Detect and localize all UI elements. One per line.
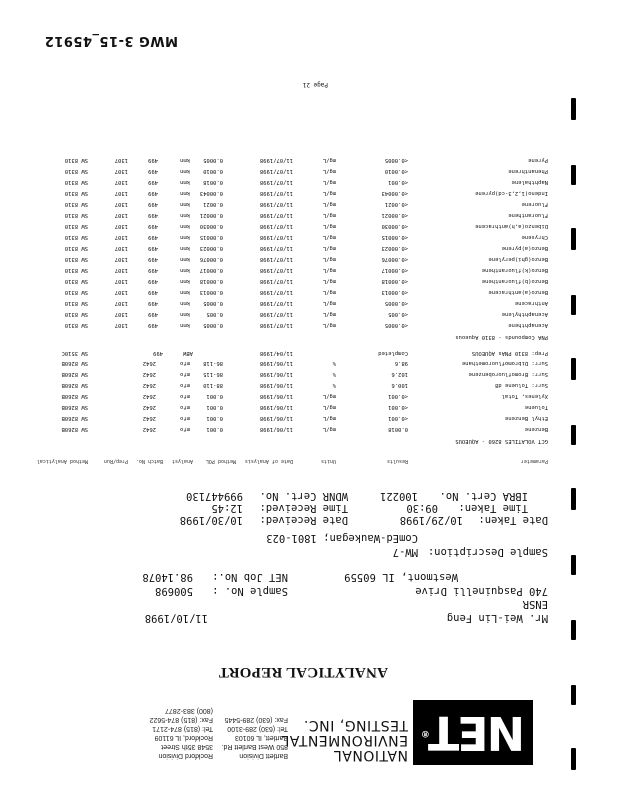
table-cell: 1307 — [114, 223, 128, 229]
address-line: Tel: (815) 874-2171 — [152, 725, 213, 732]
table-cell: 499 — [148, 289, 158, 295]
table-cell: 499 — [148, 311, 158, 317]
sample-description: MW-7 — [392, 546, 418, 558]
column-header: Parameter — [520, 458, 548, 464]
table-cell: 499 — [148, 322, 158, 328]
table-cell: 499 — [148, 168, 158, 174]
table-cell: mg/L — [322, 179, 336, 185]
table-cell: kmn — [180, 168, 190, 174]
table-cell: mfo — [180, 382, 190, 388]
table-cell: <0.00043 — [381, 190, 408, 196]
date-taken-label: Date Taken: — [478, 514, 548, 526]
table-cell: <0.005 — [388, 311, 408, 317]
address-line: Bartlett Division — [239, 752, 288, 759]
table-cell: % — [332, 371, 336, 377]
prep-label: Prep: 8310 PNAs AQUEOUS — [471, 350, 548, 356]
table-row — [28, 355, 568, 366]
table-cell: kmn — [180, 190, 190, 196]
table-cell: 2642 — [142, 415, 156, 421]
table-cell: mg/L — [322, 267, 336, 273]
punch-mark — [571, 165, 576, 185]
table-cell: mg/L — [322, 201, 336, 207]
table-cell: SW 8310 — [64, 289, 88, 295]
client-street: 740 Pasquinelli Drive — [415, 585, 548, 597]
table-cell: mfo — [180, 404, 190, 410]
table-cell: kmn — [180, 179, 190, 185]
table-cell: 499 — [148, 234, 158, 240]
table-cell: SW 8310 — [64, 234, 88, 240]
table-cell: kmn — [180, 157, 190, 163]
job-no: 98.14078 — [142, 571, 193, 583]
company-name — [281, 717, 408, 762]
table-cell: <0.00021 — [381, 212, 408, 218]
wdnr-cert-label: WDNR Cert. No. — [259, 490, 348, 502]
table-cell: mg/L — [322, 426, 336, 432]
table-cell: 1307 — [114, 256, 128, 262]
table-cell: 0.00076 — [199, 256, 223, 262]
table-cell: 0.00030 — [199, 223, 223, 229]
table-row — [28, 163, 568, 174]
table-cell: 100.6 — [391, 382, 408, 388]
table-cell: 11/07/1998 — [259, 168, 293, 174]
table-cell: <0.0010 — [384, 168, 408, 174]
table-cell: 11/07/1998 — [259, 311, 293, 317]
table-cell: <0.001 — [388, 404, 408, 410]
prep-date: 11/04/1998 — [259, 350, 293, 356]
table-cell: 499 — [148, 267, 158, 273]
table-cell: 86-118 — [203, 360, 223, 366]
address-line: Tel: (630) 289-3100 — [227, 725, 288, 732]
section-heading-pna: PNA Compounds - 8310 Aqueous — [455, 334, 548, 340]
table-cell: % — [332, 382, 336, 388]
table-cell: kmn — [180, 289, 190, 295]
table-cell: 499 — [148, 157, 158, 163]
table-row — [28, 251, 568, 262]
table-row — [28, 185, 568, 196]
section-heading-volatiles: GCT VOLATILES 8260 - AQUEOUS — [455, 438, 548, 444]
prep-row — [28, 345, 568, 356]
table-cell: Surr: Toluene d8 — [495, 382, 548, 388]
table-cell: Benzo(a)pyrene — [501, 245, 548, 251]
office-address-bartlett — [222, 715, 288, 760]
table-cell: 0.001 — [206, 426, 223, 432]
time-taken-label: Time Taken: — [458, 502, 528, 514]
table-cell: SW 8260B — [61, 426, 88, 432]
table-cell: 499 — [148, 223, 158, 229]
address-line: Rockford, IL 61109 — [154, 734, 213, 741]
table-cell: SW 8310 — [64, 157, 88, 163]
punch-mark — [571, 555, 576, 575]
table-cell: Toluene — [524, 404, 548, 410]
table-cell: <0.00030 — [381, 223, 408, 229]
table-cell: Chrysene — [521, 234, 548, 240]
punch-mark — [571, 748, 576, 770]
table-cell: Acenaphthene — [508, 322, 548, 328]
table-row — [28, 207, 568, 218]
table-row — [28, 421, 568, 432]
punch-mark — [571, 425, 576, 445]
ibra-cert-label: IBRA Cert. No. — [439, 490, 528, 502]
table-cell: Ethyl Benzene — [504, 415, 548, 421]
table-cell: 1307 — [114, 212, 128, 218]
table-cell: 11/07/1998 — [259, 322, 293, 328]
table-row — [28, 218, 568, 229]
column-header: Units — [320, 458, 336, 464]
punch-mark — [571, 295, 576, 315]
table-cell: Xylenes, Total — [501, 393, 548, 399]
table-cell: Benzo(b)fluoranthene — [481, 278, 548, 284]
company-name-line: ENVIRONMENTAL — [281, 732, 408, 748]
office-address-rockford — [150, 706, 213, 760]
table-cell: <0.00076 — [381, 256, 408, 262]
table-cell: 0.0005 — [203, 300, 223, 306]
logo-registered-mark: ® — [420, 728, 430, 738]
table-cell: 2642 — [142, 426, 156, 432]
column-header: Method Analytical — [36, 458, 88, 464]
table-cell: 0.00017 — [199, 267, 223, 273]
table-row — [28, 152, 568, 163]
table-cell: Surr: Bromofluorobenzene — [468, 371, 548, 377]
table-cell: 11/06/1998 — [259, 415, 293, 421]
table-cell: 88-110 — [203, 382, 223, 388]
prep-analyst: ABW — [183, 350, 193, 356]
table-cell: 0.001 — [206, 393, 223, 399]
table-cell: 11/06/1998 — [259, 371, 293, 377]
table-cell: 11/07/1998 — [259, 256, 293, 262]
table-cell: 0.0018 — [203, 179, 223, 185]
table-cell: mg/L — [322, 278, 336, 284]
table-cell: Benzo(a)anthracene — [488, 289, 548, 295]
company-name-line: TESTING, INC. — [303, 717, 408, 733]
table-cell: <0.001 — [388, 393, 408, 399]
table-row — [28, 317, 568, 328]
punch-mark — [571, 358, 576, 380]
company-name-line: NATIONAL — [333, 747, 408, 763]
table-cell: SW 8260B — [61, 404, 88, 410]
column-header: Results — [386, 458, 408, 464]
table-cell: 1307 — [114, 311, 128, 317]
table-row — [28, 388, 568, 399]
table-cell: <0.0005 — [384, 157, 408, 163]
table-row — [28, 196, 568, 207]
table-cell: mg/L — [322, 393, 336, 399]
table-cell: kmn — [180, 256, 190, 262]
address-line: Fax: (630) 289-5445 — [224, 716, 288, 723]
table-cell: 86-115 — [203, 371, 223, 377]
column-header: Method POL — [205, 458, 236, 464]
table-cell: Naphthalene — [511, 179, 548, 185]
table-cell: 1307 — [114, 157, 128, 163]
table-cell: mg/L — [322, 256, 336, 262]
table-cell: Anthracene — [514, 300, 548, 306]
table-cell: kmn — [180, 278, 190, 284]
table-cell: Benzo(ghi)perylene — [488, 256, 548, 262]
client-company: ENSR — [522, 598, 548, 610]
table-cell: 2642 — [142, 382, 156, 388]
ibra-cert-no: 100221 — [380, 490, 418, 502]
table-cell: <0.001 — [388, 179, 408, 185]
punch-mark — [571, 228, 576, 250]
table-cell: <0.00018 — [381, 278, 408, 284]
table-cell: <0.001 — [388, 415, 408, 421]
table-cell: <0.00015 — [381, 234, 408, 240]
table-cell: 499 — [148, 300, 158, 306]
table-cell: 499 — [148, 179, 158, 185]
table-cell: <0.0005 — [384, 322, 408, 328]
table-cell: <0.00013 — [381, 289, 408, 295]
table-cell: % — [332, 360, 336, 366]
job-no-label: NET Job No.: — [212, 571, 288, 583]
table-cell: 499 — [148, 190, 158, 196]
table-cell: 1307 — [114, 322, 128, 328]
table-row — [28, 306, 568, 317]
page-number: Page 21 — [302, 81, 328, 88]
table-cell: SW 8310 — [64, 278, 88, 284]
client-city: Westmont, IL 60559 — [344, 571, 458, 583]
table-cell: mg/L — [322, 404, 336, 410]
table-row — [28, 229, 568, 240]
table-cell: 2642 — [142, 393, 156, 399]
table-cell: 1307 — [114, 168, 128, 174]
table-cell: kmn — [180, 267, 190, 273]
table-cell: 1307 — [114, 201, 128, 207]
table-cell: mg/L — [322, 415, 336, 421]
table-cell: kmn — [180, 322, 190, 328]
table-cell: 11/07/1998 — [259, 179, 293, 185]
table-cell: SW 8310 — [64, 245, 88, 251]
table-cell: 0.00013 — [199, 289, 223, 295]
table-cell: 11/07/1998 — [259, 245, 293, 251]
table-cell: kmn — [180, 300, 190, 306]
table-cell: mg/L — [322, 190, 336, 196]
table-row — [28, 377, 568, 388]
table-cell: mfo — [180, 371, 190, 377]
table-cell: 11/07/1998 — [259, 212, 293, 218]
table-cell: 0.0005 — [203, 322, 223, 328]
table-cell: SW 8310 — [64, 212, 88, 218]
table-cell: 499 — [148, 245, 158, 251]
sample-description-label: Sample Description: — [427, 546, 548, 558]
table-cell: kmn — [180, 245, 190, 251]
table-row — [28, 366, 568, 377]
table-cell: SW 8310 — [64, 300, 88, 306]
table-cell: 11/06/1998 — [259, 360, 293, 366]
punch-mark — [571, 488, 576, 510]
table-cell: 11/07/1998 — [259, 190, 293, 196]
report-date: 11/10/1998 — [144, 612, 208, 624]
table-cell: kmn — [180, 223, 190, 229]
table-cell: 0.005 — [206, 311, 223, 317]
table-cell: SW 8310 — [64, 223, 88, 229]
table-cell: 0.00021 — [199, 212, 223, 218]
table-cell: mfo — [180, 415, 190, 421]
punch-mark — [571, 685, 576, 705]
table-cell: SW 8310 — [64, 256, 88, 262]
time-received-label: Time Received: — [259, 502, 348, 514]
table-cell: 1307 — [114, 300, 128, 306]
table-cell: <0.00023 — [381, 245, 408, 251]
sample-no-label: Sample No. : — [212, 585, 288, 597]
document-id-stamp: MWG 3-15_45912 — [44, 33, 178, 48]
table-cell: 0.00023 — [199, 245, 223, 251]
table-cell: mg/L — [322, 223, 336, 229]
table-cell: 1307 — [114, 190, 128, 196]
table-cell: 11/06/1998 — [259, 426, 293, 432]
table-cell: SW 8260B — [61, 371, 88, 377]
table-cell: 11/07/1998 — [259, 223, 293, 229]
table-cell: 11/07/1998 — [259, 201, 293, 207]
table-cell: 11/06/1998 — [259, 404, 293, 410]
table-cell: 11/07/1998 — [259, 289, 293, 295]
table-cell: <0.0005 — [384, 300, 408, 306]
time-taken: 09:30 — [406, 502, 438, 514]
table-cell: SW 8310 — [64, 179, 88, 185]
table-cell: SW 8310 — [64, 322, 88, 328]
table-cell: 0.00018 — [199, 278, 223, 284]
table-cell: <0.00017 — [381, 267, 408, 273]
table-cell: Fluorene — [521, 201, 548, 207]
table-cell: SW 8260B — [61, 360, 88, 366]
table-cell: SW 8260B — [61, 415, 88, 421]
table-cell: Phenanthrene — [508, 168, 548, 174]
table-row — [28, 410, 568, 421]
punch-mark — [571, 620, 576, 640]
table-cell: 499 — [148, 256, 158, 262]
table-cell: <0.0021 — [384, 201, 408, 207]
client-name: Mr. Wei-Lin Feng — [446, 612, 548, 624]
table-cell: 0.00043 — [199, 190, 223, 196]
table-cell: 11/06/1998 — [259, 393, 293, 399]
table-cell: 98.6 — [394, 360, 408, 366]
table-cell: mg/L — [322, 289, 336, 295]
prep-status: Completed — [378, 350, 408, 356]
wdnr-cert-no: 999447130 — [186, 490, 243, 502]
table-cell: 11/07/1998 — [259, 300, 293, 306]
table-cell: 102.6 — [391, 371, 408, 377]
table-cell: 2642 — [142, 404, 156, 410]
table-cell: 499 — [148, 201, 158, 207]
table-cell: 1307 — [114, 245, 128, 251]
table-cell: mfo — [180, 393, 190, 399]
table-cell: 2642 — [142, 371, 156, 377]
table-cell: kmn — [180, 311, 190, 317]
address-line: 850 West Bartlett Rd. — [221, 743, 288, 750]
table-cell: SW 8260B — [61, 393, 88, 399]
table-cell: mfo — [180, 360, 190, 366]
table-cell: 1307 — [114, 278, 128, 284]
table-row — [28, 174, 568, 185]
table-cell: 11/06/1998 — [259, 382, 293, 388]
table-cell: 11/07/1998 — [259, 267, 293, 273]
table-cell: 11/07/1998 — [259, 234, 293, 240]
table-cell: 0.0021 — [203, 201, 223, 207]
table-cell: 499 — [148, 278, 158, 284]
date-received: 10/30/1998 — [179, 514, 243, 526]
table-cell: 0.001 — [206, 415, 223, 421]
table-cell: SW 8310 — [64, 267, 88, 273]
table-cell: Benzene — [524, 426, 548, 432]
sample-no: 500698 — [155, 585, 193, 597]
table-cell: 1307 — [114, 267, 128, 273]
table-cell: 0.0005 — [203, 157, 223, 163]
punch-mark — [571, 98, 576, 120]
column-header: Analyst — [171, 458, 193, 464]
table-cell: kmn — [180, 201, 190, 207]
table-cell: 11/07/1998 — [259, 278, 293, 284]
table-cell: kmn — [180, 234, 190, 240]
table-cell: 0.0018 — [388, 426, 408, 432]
table-cell: 0.00015 — [199, 234, 223, 240]
address-line: 3548 35th Street — [161, 743, 213, 750]
report-title: ANALYTICAL REPORT — [218, 664, 388, 680]
table-cell: Surr: Dibromofluoromethane — [461, 360, 548, 366]
table-cell: SW 8260B — [61, 382, 88, 388]
time-received: 12:45 — [211, 502, 243, 514]
prep-method: SW 3510C — [61, 350, 88, 356]
table-cell: SW 8310 — [64, 201, 88, 207]
table-cell: mg/L — [322, 234, 336, 240]
table-cell: Acenaphthylene — [501, 311, 548, 317]
table-row — [28, 284, 568, 295]
table-cell: SW 8310 — [64, 311, 88, 317]
table-cell: 1307 — [114, 179, 128, 185]
table-cell: mg/L — [322, 300, 336, 306]
table-cell: mg/L — [322, 157, 336, 163]
table-cell: Fluoranthene — [508, 212, 548, 218]
table-cell: mfo — [180, 426, 190, 432]
table-cell: mg/L — [322, 322, 336, 328]
logo-text: NET — [429, 706, 526, 760]
address-line: (800) 383-2877 — [165, 707, 213, 714]
company-logo — [413, 700, 533, 765]
address-line: Fax: (815) 874-5622 — [149, 716, 213, 723]
table-row — [28, 240, 568, 251]
table-cell: mg/L — [322, 311, 336, 317]
date-taken: 10/29/1998 — [399, 514, 463, 526]
table-cell: mg/L — [322, 168, 336, 174]
table-cell: mg/L — [322, 212, 336, 218]
prep-batch: 499 — [153, 350, 163, 356]
table-cell: SW 8310 — [64, 190, 88, 196]
column-header: Batch No. — [135, 458, 163, 464]
table-cell: 11/07/1998 — [259, 157, 293, 163]
sample-project: ComEd-Waukegan; 1801-023 — [266, 532, 418, 544]
column-header: Date of Analysis — [244, 458, 293, 464]
table-row — [28, 399, 568, 410]
date-received-label: Date Received: — [259, 514, 348, 526]
table-cell: Indeno(1,2,3-cd)pyrene — [475, 190, 548, 196]
table-cell: Benzo(k)fluoranthene — [481, 267, 548, 273]
table-cell: kmn — [180, 212, 190, 218]
table-cell: 1307 — [114, 234, 128, 240]
table-cell: Pyrene — [528, 157, 548, 163]
table-cell: SW 8310 — [64, 168, 88, 174]
table-row — [28, 295, 568, 306]
table-cell: 0.001 — [206, 404, 223, 410]
table-cell: Dibenzo(a,h)anthracene — [475, 223, 548, 229]
table-cell: 2642 — [142, 360, 156, 366]
address-line: Bartlett, IL 60103 — [234, 734, 288, 741]
table-row — [28, 262, 568, 273]
address-line: Rockford Division — [158, 752, 213, 759]
table-row — [28, 273, 568, 284]
column-header: Prep/Run — [103, 458, 128, 464]
table-cell: 499 — [148, 212, 158, 218]
table-cell: mg/L — [322, 245, 336, 251]
table-cell: 1307 — [114, 289, 128, 295]
table-cell: 0.0010 — [203, 168, 223, 174]
